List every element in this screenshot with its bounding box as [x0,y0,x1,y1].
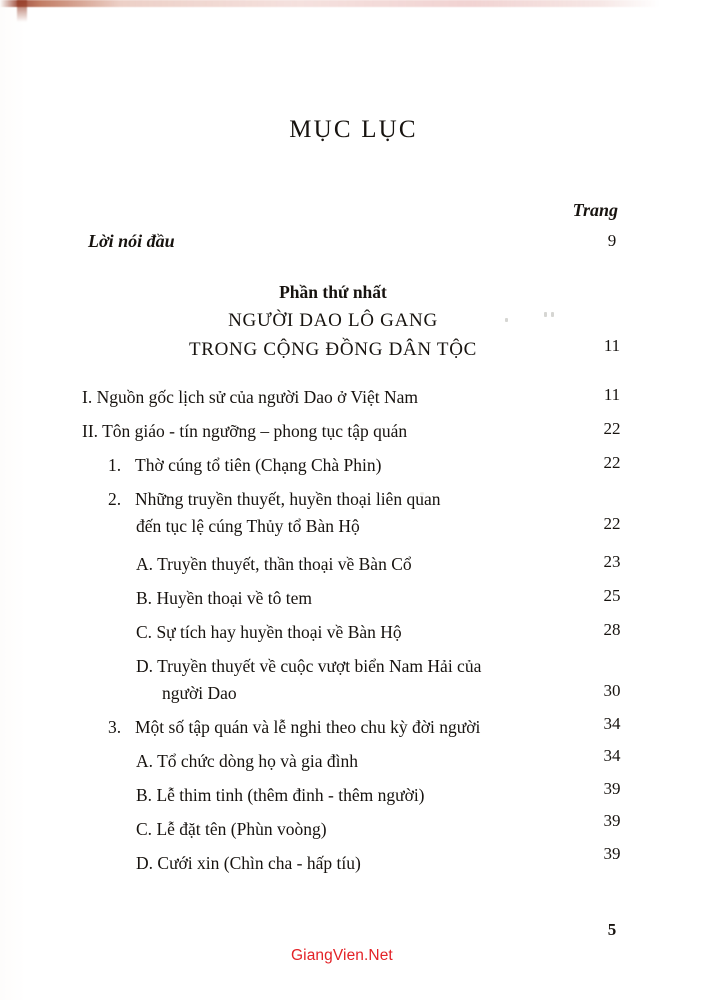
toc-part-heading[interactable] [0,278,707,364]
toc-entry-label [108,486,571,540]
toc-entry-page: 39 [603,779,621,798]
part-kicker: Phần thứ nhất [279,282,387,302]
toc-entry-text: Thờ cúng tổ tiên (Chạng Chà Phin) [135,455,382,475]
toc-list [0,228,707,877]
toc-entry[interactable] [0,384,707,411]
site-watermark: GiangVien.Net [291,947,393,964]
toc-entry-page: 25 [603,586,621,605]
toc-entry[interactable] [0,418,707,445]
toc-entry[interactable] [0,452,707,479]
toc-entry-marker: B. [136,785,153,805]
page-folio-number: 5 [607,920,617,939]
toc-entry-label [136,653,595,707]
toc-entry-page: 11 [603,336,621,355]
toc-entry-text: Tổ chức dòng họ và gia đình [157,751,359,771]
toc-entry[interactable] [0,653,707,707]
toc-entry-text-line-2: đến tục lệ cúng Thủy tổ Bàn Hộ [136,516,360,536]
toc-entry-page: 39 [603,811,621,830]
toc-entry-marker: I. [82,387,93,407]
page-column-header: Trang [572,200,618,220]
toc-entry[interactable] [0,585,707,612]
toc-entry-marker: C. [136,819,153,839]
toc-entry-marker: 1. [108,455,122,475]
toc-entry[interactable] [0,714,707,741]
toc-entry-marker: D. [136,853,154,873]
toc-entry-page: 34 [603,746,621,765]
page-title: MỤC LỤC [289,116,418,143]
toc-entry-marker: C. [136,622,153,642]
toc-entry-page: 11 [603,385,621,404]
toc-entry-page: 28 [603,620,621,639]
toc-entry-page: 22 [603,453,621,472]
toc-entry-text-line-1: Những truyền thuyết, huyền thoại liên quan [135,489,441,509]
part-title-line-2: TRONG CỘNG ĐỒNG DÂN TỘC [188,339,478,360]
toc-entry-page: 22 [603,419,621,438]
toc-entry-page: 34 [603,714,621,733]
toc-entry-marker: 3. [108,717,122,737]
toc-entry-page: 30 [603,681,621,700]
toc-entry-marker: D. [136,656,154,676]
toc-entry-text: Truyền thuyết, thần thoại về Bàn Cổ [157,554,412,574]
part-title-line-1: NGƯỜI DAO LÔ GANG [228,310,438,331]
toc-entry[interactable] [0,486,707,540]
toc-entry[interactable] [0,748,707,775]
toc-entry-text: Huyền thoại về tô tem [156,588,312,608]
toc-entry-text-line-2: người Dao [162,683,237,703]
toc-entry[interactable] [0,811,707,843]
toc-entry-text-line-1: Truyền thuyết về cuộc vượt biển Nam Hải của [157,656,482,676]
toc-entry-text: Lễ đặt tên (Phùn voòng) [156,819,327,839]
toc-entry[interactable] [0,844,707,877]
toc-entry-page: 39 [603,844,621,863]
toc-entry-marker: II. [82,421,99,441]
toc-entry-text: Cưới xin (Chìn cha - hấp tíu) [157,853,361,873]
toc-entry-page: 23 [603,552,621,571]
toc-entry[interactable] [0,619,707,646]
toc-entry-text: Một số tập quán và lễ nghi theo chu kỳ đời người [135,717,481,737]
toc-entry-preface[interactable] [0,228,707,258]
toc-entry[interactable] [0,551,707,578]
toc-entry-marker: A. [136,554,154,574]
toc-entry[interactable] [0,779,707,809]
toc-entry-text: Lễ thim tinh (thêm đinh - thêm người) [156,785,425,805]
toc-entry-text: Sự tích hay huyền thoại về Bàn Hộ [156,622,402,642]
toc-entry-label: Lời nói đầu [88,231,175,251]
toc-entry-marker: A. [136,751,154,771]
toc-entry-text: Nguồn gốc lịch sử của người Dao ở Việt Nam [96,387,418,407]
toc-entry-text: Tôn giáo - tín ngưỡng – phong tục tập quán [102,421,408,441]
toc-entry-marker: 2. [108,489,122,509]
toc-entry-page: 9 [607,231,617,250]
toc-entry-page: 22 [603,514,621,533]
toc-entry-marker: B. [136,588,153,608]
